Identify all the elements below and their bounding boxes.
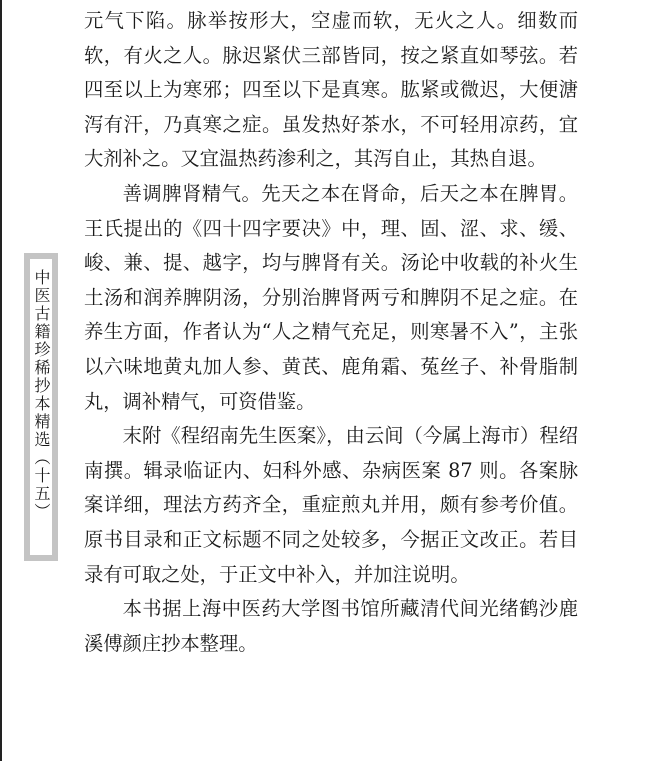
body-text: [84, 4, 578, 661]
paragraph-spleen-kidney: 善调脾肾精气。先天之本在肾命，后天之本在脾胃。王氏提出的《四十四字要决》中，理、固、涩、求、缓、峻、兼、提、越字，均与脾肾有关。汤论中收载的补火生土汤和润养脾阴汤，分别治脾肾两亏和脾阴不足之症。在养生方面，作者认为“人之精气充足，则寒暑不入”，主张以六味地黄丸加人参、黄芪、鹿角霜、菟丝子、补骨脂制丸，调补精气，可资借鉴。: [84, 181, 578, 413]
series-title: 中医古籍珍稀抄本精选（十五）: [32, 269, 51, 521]
series-side-tab: [24, 253, 58, 561]
paragraph-pulse-diagnosis: 元气下陷。脉举按形大，空虚而软，无火之人。细数而软，有火之人。脉迟紧伏三部皆同，按之紧直如琴弦。若四至以上为寒邪；四至以下是真寒。肱紧或微迟，大便溏泻有汗，乃真寒之症。虽发热好茶水，不可轻用凉药，宜大剂补之。又宜温热药渗利之，其泻自止，其热自退。: [84, 9, 578, 171]
paragraph-source-note: 本书据上海中医药大学图书馆所藏清代间光绪鹤沙鹿溪傅颜庄抄本整理。: [84, 597, 578, 655]
page-edge-rule: [0, 0, 2, 761]
paragraph-appended-cases: 末附《程绍南先生医案》，由云间（今属上海市）程绍南撰。辑录临证内、妇科外感、杂病医案 87 则。各案脉案详细，理法方药齐全，重症煎丸并用，颇有参考价值。原书目录和正文标题不同之处较多，今据正文改正。若目录有可取之处，于正文中补入，并加注说明。: [84, 424, 578, 586]
